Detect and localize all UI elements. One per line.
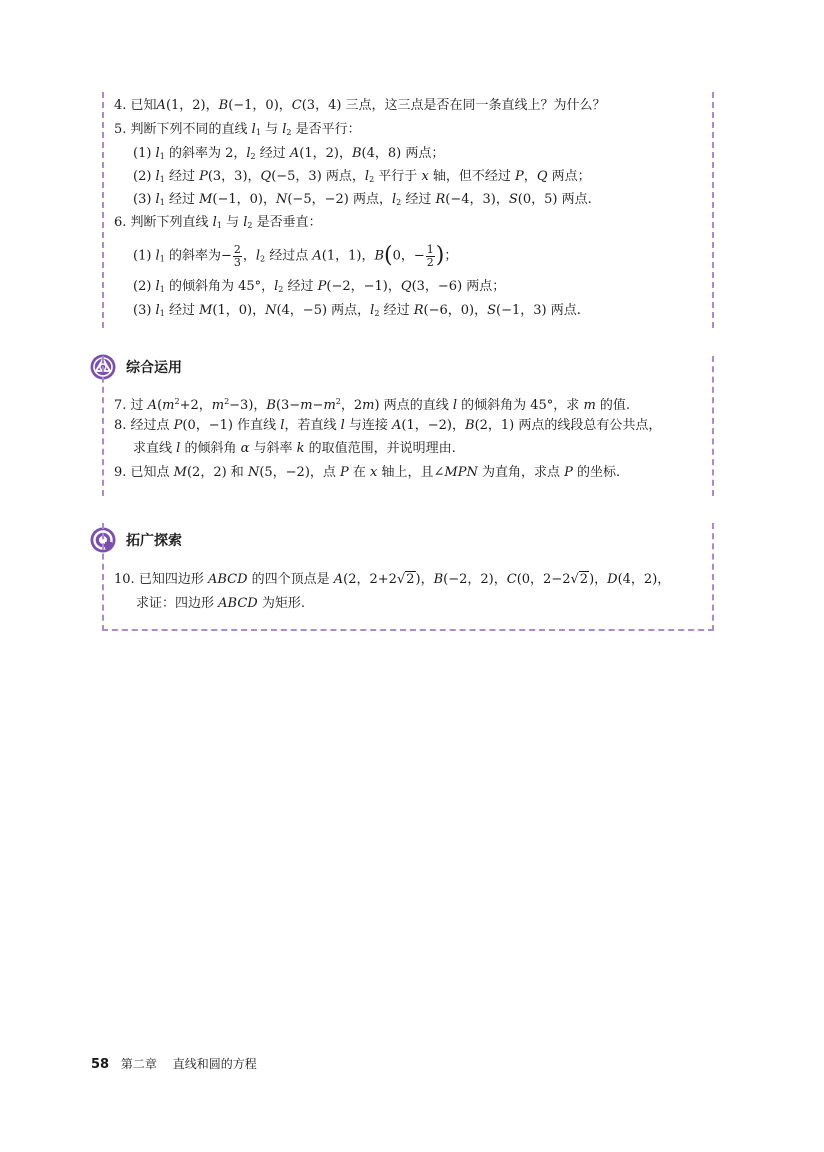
problem-6-3: (3) $l_1$ 经过 M(1，0)，N(4，−5) 两点，$l_2$ 经过 R(−6，0)，S(−1，3) 两点. [133,303,581,318]
chapter-label: 第二章 [120,1057,157,1071]
problem-5: 5. 判断下列不同的直线 $l_1$ 与 $l_2$ 是否平行： [114,122,361,137]
problem-5-1: (1) $l_1$ 的斜率为 2，$l_2$ 经过 A(1，2)，B(4，8) 两点； [133,146,445,161]
problem-5-2: (2) $l_1$ 经过 P(3，3)，Q(−5，3) 两点，$l_2$ 平行于 x 轴，但不经过 P，Q 两点； [133,169,591,184]
section-title: 拓广探索 [126,533,182,549]
problem-6: 6. 判断下列直线 $l_1$ 与 $l_2$ 是否垂直： [114,215,322,230]
problem-7: 7. 过 $A(m^2+2$，$m^2-3$)，$B(3-m-m^2$，2m) 两点的直线 l 的倾斜角为 45°，求 m 的值. [114,397,631,413]
fraction-two-thirds: $\frac{2}{3}$ [233,242,241,269]
problem-6-2: (2) $l_1$ 的倾斜角为 45°，$l_2$ 经过 P(−2，−1)，Q(3，−6) 两点； [133,279,506,294]
page-footer [91,1055,257,1072]
problem-4: 4. 已知A(1，2)，B(−1，0)，C(3，4) 三点，这三点是否在同一条直线上？为什么？ [114,98,606,113]
problem-8: 8. 经过点 P(0，−1) 作直线 l，若直线 l 与连接 A(1，−2)，B(2，1) 两点的线段总有公共点， [114,418,662,433]
page-number: 58 [91,1057,110,1072]
problem-5-3: (3) $l_1$ 经过 M(−1，0)，N(−5，−2) 两点，$l_2$ 经过 R(−4，3)，S(0，5) 两点. [133,192,592,207]
chapter-title: 直线和圆的方程 [172,1057,257,1071]
problem-10: 10. 已知四边形 ABCD 的四个顶点是 A(2，2+2√2)，B(−2，2)，C(0，2−2√2)，D(4，2)， [114,572,671,587]
problem-6-1: (1) $l_1$ 的斜率为− $\frac{2}{3}$ ，$l_2$ 经过点 A(1，1)，B(0，− $\frac{1}{2}$ )； [133,242,458,269]
section-title: 综合运用 [126,360,182,376]
problem-10-cont: 求证：四边形 ABCD 为矩形. [136,596,305,611]
problem-9: 9. 已知点 M(2，2) 和 N(5，−2)，点 P 在 x 轴上，且∠MPN 为直角，求点 P 的坐标. [114,465,621,480]
fraction-one-half: $\frac{1}{2}$ [426,242,434,269]
problem-8-cont: 求直线 l 的倾斜角 α 与斜率 k 的取值范围，并说明理由. [133,441,456,456]
